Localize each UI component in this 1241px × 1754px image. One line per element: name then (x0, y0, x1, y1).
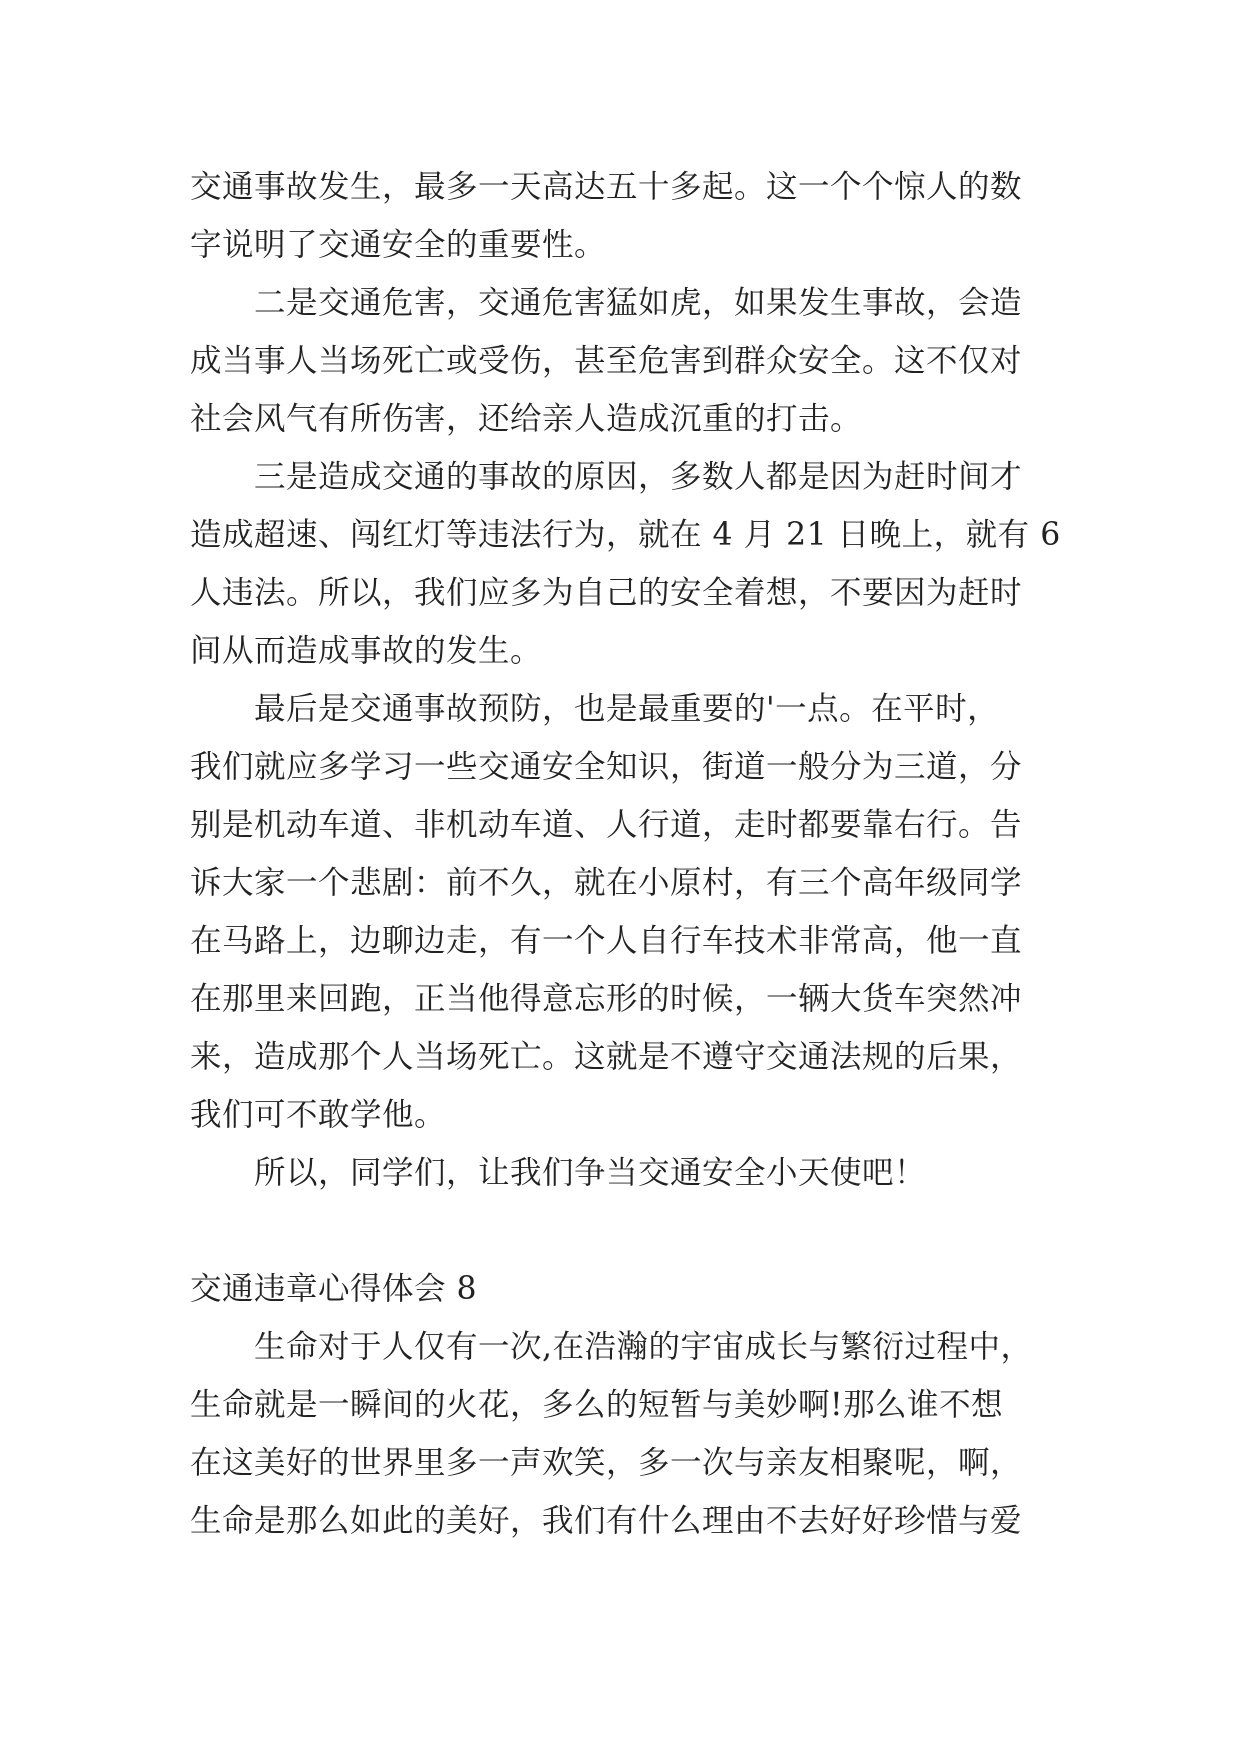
text-line: 别是机动车道、非机动车道、人行道，走时都要靠右行。告 (190, 807, 1023, 843)
text-line: 生命是那么如此的美好，我们有什么理由不去好好珍惜与爱 (190, 1503, 1023, 1539)
text-line: 在那里来回跑，正当他得意忘形的时候，一辆大货车突然冲 (190, 981, 1023, 1017)
blank-line (190, 1202, 1070, 1260)
document-body (190, 158, 1070, 1550)
text-line: 间从而造成事故的发生。 (190, 633, 543, 669)
text-line: 在马路上，边聊边走，有一个人自行车技术非常高，他一直 (190, 923, 1023, 959)
text-line: 生命对于人仅有一次,在浩瀚的宇宙成长与繁衍过程中， (254, 1329, 1033, 1365)
text-line: 来，造成那个人当场死亡。这就是不遵守交通法规的后果， (190, 1039, 1023, 1075)
text-line: 所以，同学们，让我们争当交通安全小天使吧！ (254, 1155, 927, 1191)
text-line: 在这美好的世界里多一声欢笑，多一次与亲友相聚呢，啊， (190, 1445, 1023, 1481)
text-line: 诉大家一个悲剧：前不久，就在小原村，有三个高年级同学 (190, 865, 1023, 901)
text-line: 交通违章心得体会 8 (190, 1271, 478, 1307)
text-line: 人违法。所以，我们应多为自己的安全着想，不要因为赶时 (190, 575, 1023, 611)
text-line: 二是交通危害，交通危害猛如虎，如果发生事故，会造 (254, 285, 1023, 321)
text-line: 最后是交通事故预防，也是最重要的'一点。在平时， (254, 691, 1000, 727)
text-line: 造成超速、闯红灯等违法行为，就在 4 月 21 日晚上，就有 6 (190, 517, 1061, 553)
text-line: 社会风气有所伤害，还给亲人造成沉重的打击。 (190, 401, 863, 437)
text-line: 我们就应多学习一些交通安全知识，街道一般分为三道，分 (190, 749, 1023, 785)
text-line: 我们可不敢学他。 (190, 1097, 447, 1133)
text-line: 交通事故发生，最多一天高达五十多起。这一个个惊人的数 (190, 169, 1023, 205)
text-line: 成当事人当场死亡或受伤，甚至危害到群众安全。这不仅对 (190, 343, 1023, 379)
text-line: 字说明了交通安全的重要性。 (190, 227, 607, 263)
text-line: 三是造成交通的事故的原因，多数人都是因为赶时间才 (254, 459, 1023, 495)
text-line: 生命就是一瞬间的火花，多么的短暂与美妙啊!那么谁不想 (190, 1387, 1004, 1423)
